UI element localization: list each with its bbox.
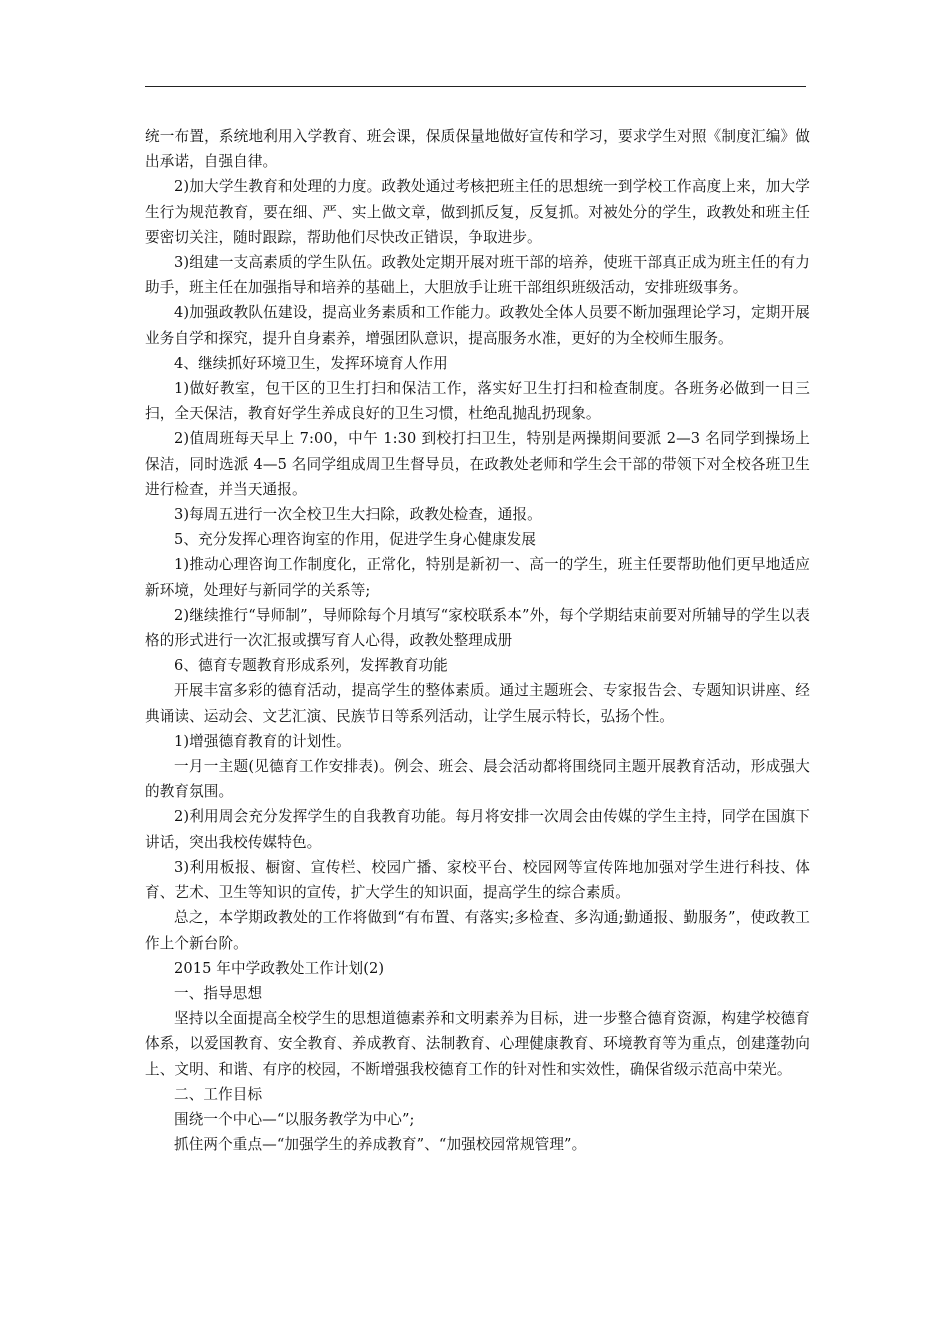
section-heading: 5、充分发挥心理咨询室的作用，促进学生身心健康发展	[174, 531, 537, 549]
paragraph: 3)利用板报、橱窗、宣传栏、校园广播、家校平台、校园网等宣传阵地加强对学生进行科技、体育、艺术、卫生等知识的宣传，扩大学生的知识面，提高学生的综合素质。	[145, 858, 810, 902]
paragraph: 1)增强德育教育的计划性。	[174, 732, 351, 750]
paragraph: 统一布置，系统地利用入学教育、班会课，保质保量地做好宣传和学习，要求学生对照《制度汇编》做出承诺，自强自律。	[145, 128, 810, 171]
paragraph: 抓住两个重点—“加强学生的养成教育”、“加强校园常规管理”。	[174, 1136, 587, 1154]
section-heading: 一、指导思想	[174, 984, 263, 1002]
paragraph: 围绕一个中心—“以服务教学为中心”;	[174, 1110, 415, 1128]
header-rule	[145, 86, 806, 87]
paragraph: 3)组建一支高素质的学生队伍。政教处定期开展对班干部的培养，使班干部真正成为班主任的有力助手，班主任在加强指导和培养的基础上，大胆放手让班干部组织班级活动，安排班级事务。	[145, 254, 810, 297]
paragraph: 2)加大学生教育和处理的力度。政教处通过考核把班主任的思想统一到学校工作高度上来，加大学生行为规范教育，要在细、严、实上做文章，做到抓反复，反复抓。对被处分的学生，政教处和班主任要密切关注，随时跟踪，帮助他们尽快改正错误，争取进步。	[145, 178, 810, 246]
paragraph: 坚持以全面提高全校学生的思想道德素养和文明素养为目标，进一步整合德育资源，构建学校德育体系，以爱国教育、安全教育、养成教育、法制教育、心理健康教育、环境教育等为重点，创建蓬勃向上、文明、和谐、有序的校园，不断增强我校德育工作的针对性和实效性，确保省级示范高中荣光。	[145, 1010, 810, 1078]
paragraph: 总之，本学期政教处的工作将做到“有布置、有落实;多检查、多沟通;勤通报、勤服务”，使政教工作上个新台阶。	[145, 909, 810, 952]
paragraph: 1)推动心理咨询工作制度化，正常化，特别是新初一、高一的学生，班主任要帮助他们更早地适应新环境，处理好与新同学的关系等;	[145, 556, 810, 599]
paragraph: 2)值周班每天早上 7:00，中午 1:30 到校打扫卫生，特别是两操期间要派 2—3 名同学到操场上保洁，同时选派 4—5 名同学组成周卫生督导员，在政教处老师和学生会干部的带领下对全校各班卫生进行检查，并当天通报。	[145, 430, 810, 498]
paragraph: 4)加强政教队伍建设，提高业务素质和工作能力。政教处全体人员要不断加强理论学习，定期开展业务自学和探究，提升自身素养，增强团队意识，提高服务水准，更好的为全校师生服务。	[145, 304, 810, 347]
paragraph: 一月一主题(见德育工作安排表)。例会、班会、晨会活动都将围绕同主题开展教育活动，形成强大的教育氛围。	[145, 758, 810, 801]
paragraph: 2)利用周会充分发挥学生的自我教育功能。每月将安排一次周会由传媒的学生主持，同学在国旗下讲话，突出我校传媒特色。	[145, 808, 810, 851]
paragraph: 2)继续推行“导师制”，导师除每个月填写“家校联系本”外，每个学期结束前要对所辅导的学生以表格的形式进行一次汇报或撰写育人心得，政教处整理成册	[145, 606, 810, 650]
section-heading: 二、工作目标	[174, 1085, 263, 1103]
document-title: 2015 年中学政教处工作计划(2)	[174, 959, 385, 977]
paragraph: 1)做好教室，包干区的卫生打扫和保洁工作，落实好卫生打扫和检查制度。各班务必做到一日三扫，全天保洁，教育好学生养成良好的卫生习惯，杜绝乱抛乱扔现象。	[145, 380, 810, 423]
document-body	[145, 124, 810, 1157]
section-heading: 6、德育专题教育形成系列，发挥教育功能	[174, 657, 448, 675]
paragraph: 开展丰富多彩的德育活动，提高学生的整体素质。通过主题班会、专家报告会、专题知识讲座、经典诵读、运动会、文艺汇演、民族节日等系列活动，让学生展示特长，弘扬个性。	[145, 682, 810, 725]
paragraph: 3)每周五进行一次全校卫生大扫除，政教处检查，通报。	[174, 506, 542, 524]
section-heading: 4、继续抓好环境卫生，发挥环境育人作用	[174, 354, 448, 372]
